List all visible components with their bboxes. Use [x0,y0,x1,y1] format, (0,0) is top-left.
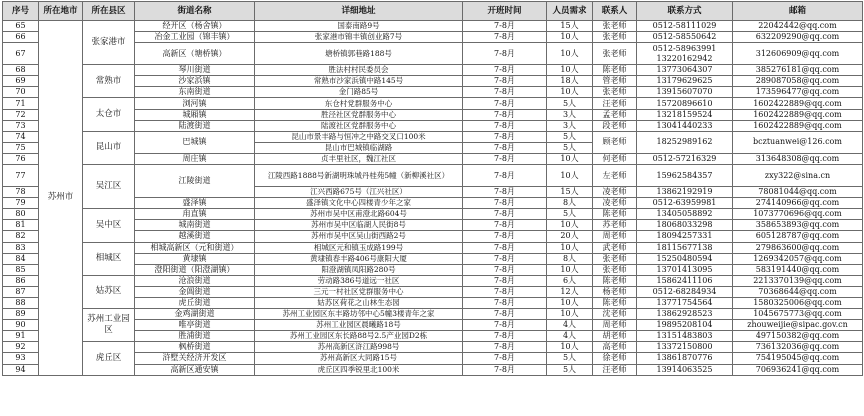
demand-cell: 10人 [547,165,593,187]
table-row [3,275,863,286]
phone-cell: 15862411106 [637,275,733,286]
phone-cell: 13862928523 [637,309,733,320]
row-number-cell: 87 [3,286,39,297]
contact-cell: 张老师 [593,253,637,264]
phone-cell: 13773064307 [637,65,733,76]
street-cell: 高新区（塘桥镇） [135,43,255,65]
street-cell: 唯亭街道 [135,320,255,331]
row-number-cell: 76 [3,153,39,164]
contact-cell: 周老师 [593,231,637,242]
address-cell: 塘桥镇郭巷路188号 [255,43,463,65]
contact-cell: 苏老师 [593,220,637,231]
street-cell: 胜浦街道 [135,331,255,342]
phone-cell: 0512-58111029 [637,21,733,32]
email-cell: zhouweijie@sipac.gov.cn [733,320,863,331]
street-cell: 澄阳街道（阳澄湖镇） [135,264,255,275]
street-cell: 枫桥街道 [135,342,255,353]
county-cell: 姑苏区 [83,275,135,308]
contact-cell: 凌老师 [593,187,637,198]
address-cell: 三元一村社区党群服务中心 [255,286,463,297]
email-cell: 754195045@qq.com [733,353,863,364]
address-cell: 虎丘区四季锐里北100米 [255,364,463,375]
demand-cell: 5人 [547,142,593,153]
contact-cell: 武老师 [593,242,637,253]
address-cell: 金门路85号 [255,87,463,98]
row-number-cell: 83 [3,242,39,253]
street-cell: 浒墅关经济开发区 [135,353,255,364]
period-cell: 7-8月 [463,21,547,32]
street-cell: 盛泽镇 [135,198,255,209]
row-number-cell: 85 [3,264,39,275]
contact-cell: 沈老师 [593,309,637,320]
period-cell: 7-8月 [463,32,547,43]
phone-cell: 13179629625 [637,76,733,87]
demand-cell: 4人 [547,331,593,342]
period-cell: 7-8月 [463,342,547,353]
email-cell: 289087058@qq.com [733,76,863,87]
email-cell: 313648308@qq.com [733,153,863,164]
row-number-cell: 93 [3,353,39,364]
period-cell: 7-8月 [463,98,547,109]
header-row [3,2,863,21]
county-cell: 虎丘区 [83,342,135,375]
row-number-cell: 72 [3,109,39,120]
street-cell: 越溪街道 [135,231,255,242]
row-number-cell: 89 [3,309,39,320]
row-number-cell: 79 [3,198,39,209]
demand-cell: 3人 [547,120,593,131]
street-cell: 黄埭镇 [135,253,255,264]
street-cell: 甪直镇 [135,209,255,220]
email-cell: 1045675773@qq.com [733,309,863,320]
address-cell: 常熟市沙家浜镇中路145号 [255,76,463,87]
address-cell: 苏州高新区浒江路998号 [255,342,463,353]
contact-cell: 凌老师 [593,198,637,209]
period-cell: 7-8月 [463,331,547,342]
header-cell: 联系人 [593,2,637,21]
period-cell: 7-8月 [463,253,547,264]
phone-cell: 0512-68284934 [637,286,733,297]
period-cell: 7-8月 [463,231,547,242]
address-cell: 苏州市吴中区甫澄北路604号 [255,209,463,220]
email-cell: 736132036@qq.com [733,342,863,353]
county-cell: 张家港市 [83,21,135,65]
contact-cell: 张老师 [593,264,637,275]
email-cell: 1602422889@qq.com [733,109,863,120]
phone-cell: 13914063525 [637,364,733,375]
table-row [3,165,863,187]
address-cell: 苏州高新区大同路15号 [255,353,463,364]
period-cell: 7-8月 [463,109,547,120]
street-cell: 琴川街道 [135,65,255,76]
address-cell: 苏州市吴中区临湖人民街8号 [255,220,463,231]
demand-cell: 10人 [547,43,593,65]
row-number-cell: 82 [3,231,39,242]
street-cell: 城厢镇 [135,109,255,120]
table-row [3,309,863,320]
address-cell: 苏州工业园区晨曦路18号 [255,320,463,331]
period-cell: 7-8月 [463,153,547,164]
period-cell: 7-8月 [463,187,547,198]
email-cell: 78081044@qq.com [733,187,863,198]
header-cell: 联系方式 [637,2,733,21]
demand-cell: 15人 [547,21,593,32]
period-cell: 7-8月 [463,297,547,308]
period-cell: 7-8月 [463,87,547,98]
phone-cell: 0512-58963991 13220162942 [637,43,733,65]
contact-cell: 高老师 [593,342,637,353]
row-number-cell: 67 [3,43,39,65]
email-cell: zxy322@sina.cn [733,165,863,187]
row-number-cell: 88 [3,297,39,308]
contact-cell: 陈老师 [593,65,637,76]
address-cell: 苏州工业园区东丰路坊邻中心5幢3楼青年之家 [255,309,463,320]
email-cell: 312606909@qq.com [733,43,863,65]
table-row [3,209,863,220]
period-cell: 7-8月 [463,242,547,253]
demand-cell: 15人 [547,187,593,198]
street-cell: 陆渡街道 [135,120,255,131]
phone-cell: 0512-58550642 [637,32,733,43]
header-cell: 详细地址 [255,2,463,21]
demand-cell: 5人 [547,131,593,142]
demand-cell: 4人 [547,320,593,331]
email-cell: 2213370139@qq.com [733,275,863,286]
street-cell: 相城高新区（元和街道） [135,242,255,253]
address-cell: 国泰南路9号 [255,21,463,32]
demand-cell: 8人 [547,253,593,264]
demand-cell: 10人 [547,153,593,164]
row-number-cell: 81 [3,220,39,231]
contact-cell: 张老师 [593,43,637,65]
row-number-cell: 78 [3,187,39,198]
address-cell: 东仓村党群服务中心 [255,98,463,109]
email-cell: 1269342057@qq.com [733,253,863,264]
period-cell: 7-8月 [463,353,547,364]
contact-cell: 张老师 [593,21,637,32]
contact-cell: 周老师 [593,320,637,331]
period-cell: 7-8月 [463,309,547,320]
phone-cell: 13862192919 [637,187,733,198]
email-cell: 173596477@qq.com [733,87,863,98]
row-number-cell: 65 [3,21,39,32]
period-cell: 7-8月 [463,43,547,65]
row-number-cell: 66 [3,32,39,43]
period-cell: 7-8月 [463,364,547,375]
period-cell: 7-8月 [463,120,547,131]
row-number-cell: 69 [3,76,39,87]
street-cell: 东南街道 [135,87,255,98]
period-cell: 7-8月 [463,275,547,286]
address-cell: 昆山市景丰路与恒冲之中路交叉口100米 [255,131,463,142]
contact-cell: 陈老师 [593,297,637,308]
row-number-cell: 73 [3,120,39,131]
header-cell: 街道名称 [135,2,255,21]
phone-cell: 13771754564 [637,297,733,308]
phone-cell: 0512-57216329 [637,153,733,164]
row-number-cell: 71 [3,98,39,109]
demand-cell: 18人 [547,76,593,87]
demand-cell: 10人 [547,87,593,98]
address-cell: 苏州工业园区东长路88号2.5产业园D2栋 [255,331,463,342]
period-cell: 7-8月 [463,286,547,297]
county-cell: 吴江区 [83,165,135,209]
street-cell: 周庄镇 [135,153,255,164]
address-cell: 江陵西路1888号新湖明珠城丹桂苑5幢（新柳溪社区） [255,165,463,187]
table-row [3,131,863,142]
email-cell: 1580325006@qq.com [733,297,863,308]
contact-cell: 陈老师 [593,209,637,220]
address-cell: 张家港市锦丰镇创业路7号 [255,32,463,43]
address-cell: 苏州市吴中区吴山街西路2号 [255,231,463,242]
email-cell: 70368644@qq.com [733,286,863,297]
address-cell: 江兴西路675号（江兴社区） [255,187,463,198]
address-cell: 陆渡社区党群服务中心 [255,120,463,131]
address-cell: 贞丰里社区，魏江社区 [255,153,463,164]
table-body [3,21,863,376]
table-row [3,98,863,109]
email-cell: 605128787@qq.com [733,231,863,242]
phone-cell: 13701413095 [637,264,733,275]
row-number-cell: 68 [3,65,39,76]
county-cell: 昆山市 [83,131,135,164]
address-cell: 姑苏区荷花之山林生态园 [255,297,463,308]
contact-cell: 左老师 [593,165,637,187]
phone-cell: 13151483803 [637,331,733,342]
street-cell: 虎丘街道 [135,297,255,308]
contact-cell: 段老师 [593,120,637,131]
contact-cell: 杨老师 [593,286,637,297]
demand-cell: 20人 [547,231,593,242]
period-cell: 7-8月 [463,220,547,231]
table-row [3,242,863,253]
demand-cell: 8人 [547,198,593,209]
county-cell: 常熟市 [83,65,135,98]
address-cell: 胜泾社区党群服务中心 [255,109,463,120]
row-number-cell: 90 [3,320,39,331]
period-cell: 7-8月 [463,76,547,87]
city-cell: 苏州市 [39,21,83,376]
demand-cell: 10人 [547,342,593,353]
phone-cell: 18115677138 [637,242,733,253]
contact-cell: 陈老师 [593,275,637,286]
row-number-cell: 74 [3,131,39,142]
demand-cell: 10人 [547,32,593,43]
email-cell: 358653893@qq.com [733,220,863,231]
row-number-cell: 70 [3,87,39,98]
phone-cell: 13218159524 [637,109,733,120]
demand-cell: 5人 [547,98,593,109]
demand-cell: 10人 [547,264,593,275]
email-cell: 497150382@qq.com [733,331,863,342]
table-row [3,21,863,32]
recruitment-table [2,1,863,376]
email-cell: 1073770696@qq.com [733,209,863,220]
contact-cell: 胡老师 [593,331,637,342]
period-cell: 7-8月 [463,320,547,331]
contact-cell: 顾老师 [593,131,637,153]
email-cell: 1602422889@qq.com [733,120,863,131]
demand-cell: 5人 [547,353,593,364]
email-cell: 22042442@qq.com [733,21,863,32]
email-cell: bcztuanwei@126.com [733,131,863,153]
row-number-cell: 94 [3,364,39,375]
street-cell: 沧浪街道 [135,275,255,286]
demand-cell: 10人 [547,297,593,308]
demand-cell: 10人 [547,65,593,76]
email-cell: 706936241@qq.com [733,364,863,375]
address-cell: 昆山市巴城镇临湖路 [255,142,463,153]
email-cell: 632209290@qq.com [733,32,863,43]
demand-cell: 3人 [547,109,593,120]
address-cell: 相城区元和镇玉成路199号 [255,242,463,253]
street-cell: 经开区（杨舍镇） [135,21,255,32]
county-cell: 相城区 [83,242,135,275]
address-cell: 阳澄湖镇凤阳路280号 [255,264,463,275]
phone-cell: 13405058892 [637,209,733,220]
row-number-cell: 91 [3,331,39,342]
period-cell: 7-8月 [463,165,547,187]
row-number-cell: 75 [3,142,39,153]
address-cell: 黄埭镇春丰路406号康阳大厦 [255,253,463,264]
period-cell: 7-8月 [463,209,547,220]
demand-cell: 5人 [547,209,593,220]
header-cell: 所在县区 [83,2,135,21]
street-cell: 浏河镇 [135,98,255,109]
phone-cell: 13861870776 [637,353,733,364]
street-cell: 城南街道 [135,220,255,231]
email-cell: 1602422889@qq.com [733,98,863,109]
demand-cell: 6人 [547,275,593,286]
contact-cell: 汪老师 [593,364,637,375]
contact-cell: 汪老师 [593,98,637,109]
period-cell: 7-8月 [463,142,547,153]
demand-cell: 12人 [547,286,593,297]
address-cell: 胜法村村民委员会 [255,65,463,76]
demand-cell: 10人 [547,242,593,253]
email-cell: 274140966@qq.com [733,198,863,209]
phone-cell: 19895208104 [637,320,733,331]
address-cell: 盛泽镇文化中心四楼青少年之家 [255,198,463,209]
demand-cell: 10人 [547,220,593,231]
contact-cell: 徐老师 [593,353,637,364]
phone-cell: 15720896610 [637,98,733,109]
email-cell: 583191440@qq.com [733,264,863,275]
header-cell: 人员需求 [547,2,593,21]
period-cell: 7-8月 [463,198,547,209]
phone-cell: 18252989162 [637,131,733,153]
street-cell: 高新区通安镇 [135,364,255,375]
contact-cell: 张老师 [593,32,637,43]
email-cell: 279863600@qq.com [733,242,863,253]
row-number-cell: 77 [3,165,39,187]
phone-cell: 15250480594 [637,253,733,264]
county-cell: 吴中区 [83,209,135,242]
phone-cell: 13041440233 [637,120,733,131]
street-cell: 沙家浜镇 [135,76,255,87]
row-number-cell: 84 [3,253,39,264]
street-cell: 金阊街道 [135,286,255,297]
street-cell: 金鸡湖街道 [135,309,255,320]
contact-cell: 管老师 [593,76,637,87]
period-cell: 7-8月 [463,131,547,142]
table-row [3,65,863,76]
county-cell: 苏州工业园区 [83,309,135,342]
row-number-cell: 80 [3,209,39,220]
email-cell: 385276181@qq.com [733,65,863,76]
phone-cell: 18068033298 [637,220,733,231]
header-cell: 开班时间 [463,2,547,21]
street-cell: 冶金工业园（锦丰镇） [135,32,255,43]
county-cell: 太仓市 [83,98,135,131]
phone-cell: 13372150800 [637,342,733,353]
period-cell: 7-8月 [463,264,547,275]
phone-cell: 0512-63959981 [637,198,733,209]
phone-cell: 15962584357 [637,165,733,187]
phone-cell: 18094257331 [637,231,733,242]
header-cell: 邮箱 [733,2,863,21]
demand-cell: 5人 [547,364,593,375]
contact-cell: 孟老师 [593,109,637,120]
street-cell: 巴城镇 [135,131,255,153]
table-row [3,342,863,353]
address-cell: 劳动路386号道远一社区 [255,275,463,286]
row-number-cell: 86 [3,275,39,286]
contact-cell: 张老师 [593,87,637,98]
contact-cell: 何老师 [593,153,637,164]
phone-cell: 13915607070 [637,87,733,98]
street-cell: 江陵街道 [135,165,255,198]
header-cell: 所在地市 [39,2,83,21]
header-cell: 序号 [3,2,39,21]
demand-cell: 10人 [547,309,593,320]
period-cell: 7-8月 [463,65,547,76]
row-number-cell: 92 [3,342,39,353]
